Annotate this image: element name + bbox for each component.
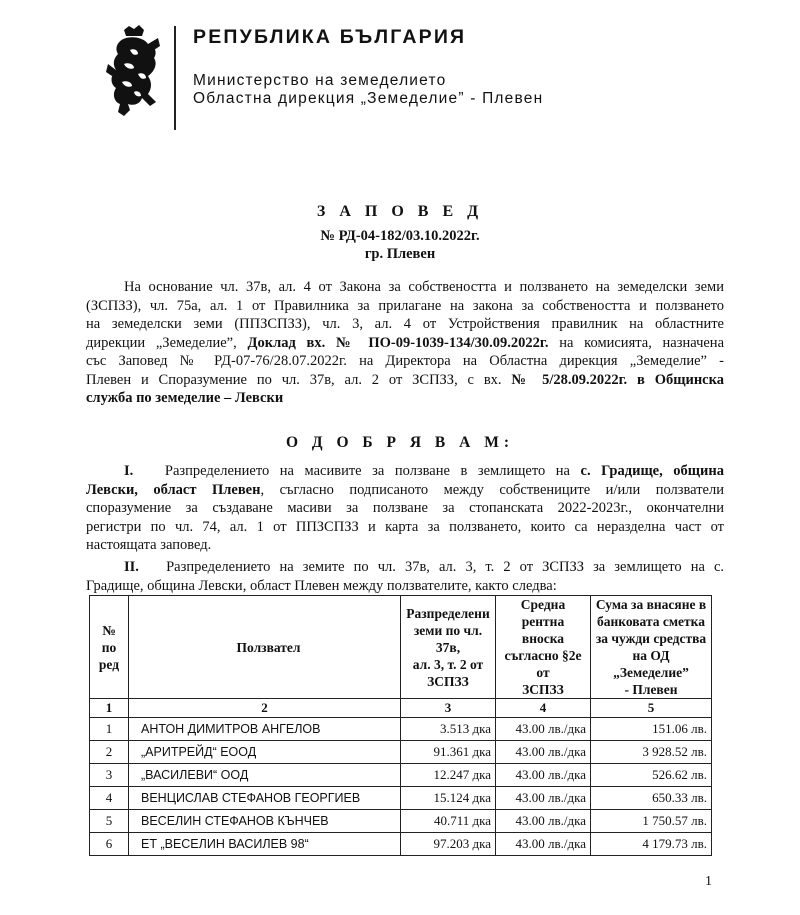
preamble-text: Плевен и Споразумение по чл. 37в, ал. 2 от ЗСПЗЗ, с вх.	[86, 371, 502, 388]
allocation-table	[89, 595, 712, 856]
row-sum: 526.62 лв.	[591, 764, 712, 787]
table-row	[90, 810, 712, 833]
preamble-line	[86, 334, 724, 353]
row-number: 5	[90, 810, 129, 833]
row-rent: 43.00 лв./дка	[496, 764, 591, 787]
order-city: гр. Плевен	[364, 246, 436, 262]
ministry-name: Министерство на земеделието	[193, 72, 447, 89]
table-row	[90, 718, 712, 741]
row-user: ЕТ „ВЕСЕЛИН ВАСИЛЕВ 98“	[129, 833, 401, 856]
section-one	[86, 462, 724, 555]
table-header-row	[90, 596, 712, 699]
preamble-line: На основание чл. 37в, ал. 4 от Закона за собствеността и ползването на земеделски земи	[124, 279, 724, 295]
directorate-name: Областна дирекция „Земеделие” - Плевен	[193, 90, 544, 107]
row-user: „АРИТРЕЙД“ ЕООД	[129, 741, 401, 764]
row-area: 12.247 дка	[401, 764, 496, 787]
row-area: 91.361 дка	[401, 741, 496, 764]
row-sum: 650.33 лв.	[591, 787, 712, 810]
row-user: „ВАСИЛЕВИ“ ООД	[129, 764, 401, 787]
column-number-row	[90, 699, 712, 718]
row-area: 15.124 дка	[401, 787, 496, 810]
row-rent: 43.00 лв./дка	[496, 741, 591, 764]
agreement-reference: № 5/28.09.2022г. в Общинска	[511, 371, 725, 388]
ministry-block	[193, 72, 543, 108]
header-no: № по ред	[90, 596, 129, 699]
row-user: ВЕСЕЛИН СТЕФАНОВ КЪНЧЕВ	[129, 810, 401, 833]
preamble-line: със Заповед № РД-07-76/28.07.2022г. на Директора на Областна дирекция „Земеделие” -	[86, 353, 724, 369]
column-number: 1	[90, 699, 129, 718]
section-number: I.	[124, 463, 134, 479]
row-number: 1	[90, 718, 129, 741]
section-line	[86, 462, 724, 481]
section-text: Разпределението на масивите за ползване в землището на	[164, 463, 570, 479]
village-name: с. Градище, община	[580, 463, 724, 479]
preamble	[86, 278, 724, 408]
row-area: 40.711 дка	[401, 810, 496, 833]
column-number: 3	[401, 699, 496, 718]
section-two	[86, 558, 724, 595]
approve-heading: О Д О Б Р Я В А М:	[285, 434, 514, 451]
order-number: № РД-04-182/03.10.2022г.	[320, 228, 480, 244]
row-rent: 43.00 лв./дка	[496, 833, 591, 856]
row-rent: 43.00 лв./дка	[496, 810, 591, 833]
preamble-line: на земеделски земи (ППЗСПЗЗ), чл. 3, ал. 4 от Устройствения правилник на областните	[86, 316, 724, 332]
table-row	[90, 741, 712, 764]
coat-of-arms-icon	[104, 24, 164, 118]
section-line: регистри по чл. 74, ал. 1 от ППЗСПЗЗ и карта за ползването, които са неразделна част от	[86, 518, 724, 535]
row-sum: 3 928.52 лв.	[591, 741, 712, 764]
section-text: Разпределението на земите по чл. 37в, ал. 3, т. 2 от ЗСПЗЗ за землището на с.	[166, 559, 725, 575]
row-rent: 43.00 лв./дка	[496, 718, 591, 741]
table-row	[90, 833, 712, 856]
section-line: Градище, община Левски, област Плевен между ползвателите, както следва:	[86, 577, 557, 594]
table-row	[90, 764, 712, 787]
table-row	[90, 787, 712, 810]
row-sum: 1 750.57 лв.	[591, 810, 712, 833]
row-area: 97.203 дка	[401, 833, 496, 856]
row-sum: 151.06 лв.	[591, 718, 712, 741]
header-rent: Средна рентна вноска съгласно §2е от ЗСПЗЗ	[496, 596, 591, 699]
preamble-line	[86, 371, 724, 390]
row-area: 3.513 дка	[401, 718, 496, 741]
column-number: 2	[129, 699, 401, 718]
section-number: II.	[124, 559, 139, 575]
row-user: АНТОН ДИМИТРОВ АНГЕЛОВ	[129, 718, 401, 741]
column-number: 5	[591, 699, 712, 718]
row-number: 2	[90, 741, 129, 764]
preamble-line: (ЗСПЗЗ), чл. 75а, ал. 1 от Правилника за прилагане на закона за собствеността и ползването	[86, 297, 724, 314]
header-divider	[174, 26, 176, 130]
preamble-text: на комисията, назначена	[559, 334, 725, 351]
header-allocated: Разпределени земи по чл. 37в, ал. 3, т. 2 от ЗСПЗЗ	[401, 596, 496, 699]
region-name: Левски, област Плевен	[86, 481, 261, 498]
section-line: споразумение за създаване масиви за ползване за стопанската 2022-2023г., окончателни	[86, 500, 724, 516]
report-reference: Доклад вх. № ПО-09-1039-134/30.09.2022г.	[247, 334, 549, 351]
page-number: 1	[705, 874, 712, 889]
row-sum: 4 179.73 лв.	[591, 833, 712, 856]
header-user: Ползвател	[129, 596, 401, 699]
preamble-text: дирекции „Земеделие”,	[86, 334, 237, 351]
row-user: ВЕНЦИСЛАВ СТЕФАНОВ ГЕОРГИЕВ	[129, 787, 401, 810]
header-sum: Сума за внасяне в банковата сметка за чужди средства на ОД „Земеделие” - Плевен	[591, 596, 712, 699]
country-name: РЕПУБЛИКА БЪЛГАРИЯ	[193, 26, 467, 48]
municipal-service: служба по земеделие – Левски	[86, 390, 284, 406]
row-number: 6	[90, 833, 129, 856]
row-rent: 43.00 лв./дка	[496, 787, 591, 810]
row-number: 4	[90, 787, 129, 810]
order-title: З А П О В Е Д	[316, 203, 484, 220]
section-text: , съгласно подписаното между собствениците и/или ползватели	[260, 481, 724, 498]
preamble-line	[86, 389, 724, 408]
column-number: 4	[496, 699, 591, 718]
section-line	[86, 481, 724, 500]
section-line	[86, 558, 724, 577]
section-line: настоящата заповед.	[86, 537, 212, 553]
row-number: 3	[90, 764, 129, 787]
